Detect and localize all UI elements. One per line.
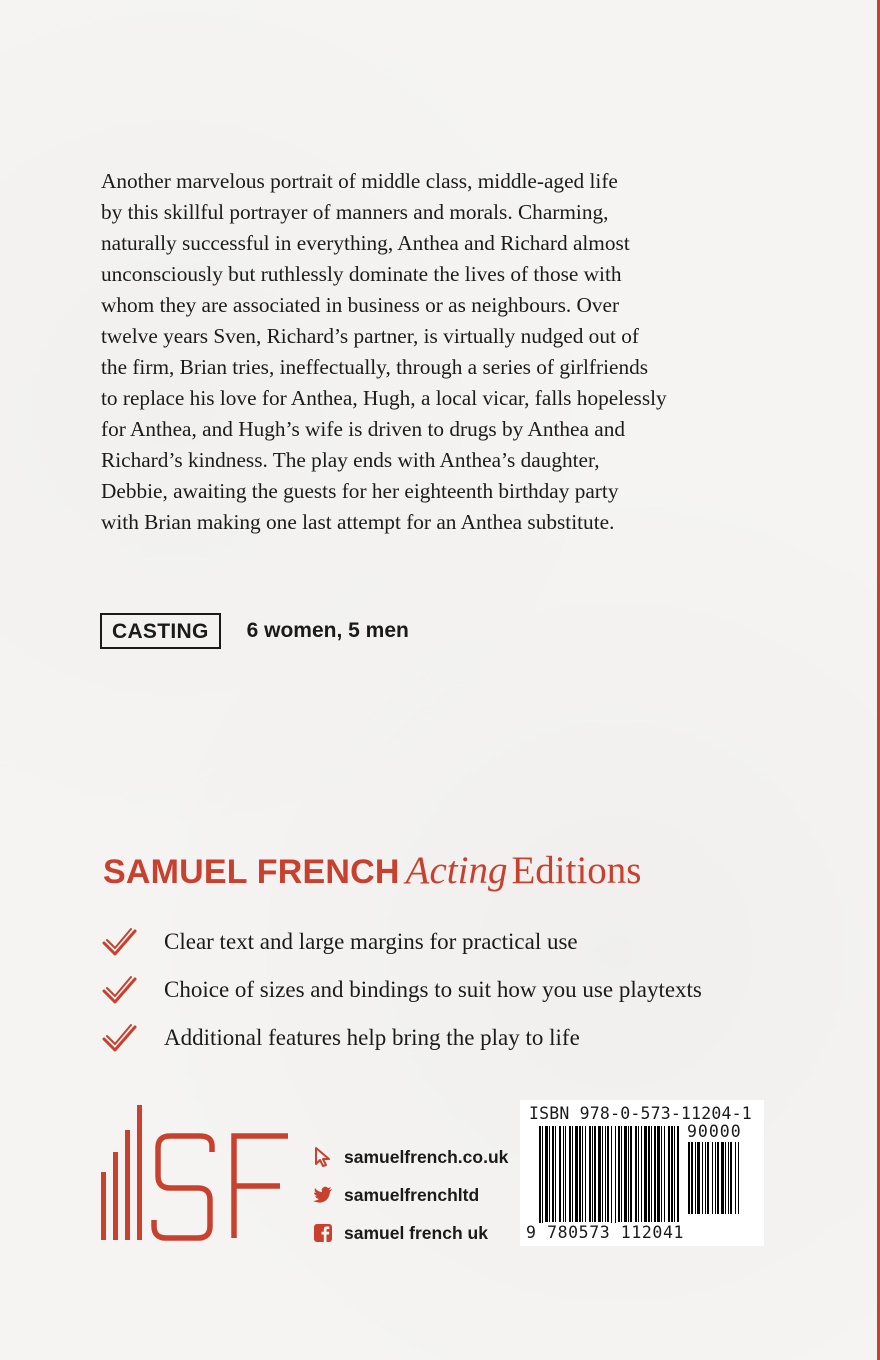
checkmark-icon bbox=[100, 971, 138, 1009]
feature-item bbox=[100, 966, 702, 1014]
website-text: samuelfrench.co.uk bbox=[344, 1146, 509, 1167]
blurb-line: for Anthea, and Hugh’s wife is driven to drugs by Anthea and bbox=[101, 417, 626, 441]
blurb-line: unconsciously but ruthlessly dominate the lives of those with bbox=[101, 262, 622, 286]
feature-text: Choice of sizes and bindings to suit how you use playtexts bbox=[164, 977, 702, 1002]
blurb-line: twelve years Sven, Richard’s partner, is virtually nudged out of bbox=[101, 324, 639, 348]
casting-label: CASTING bbox=[100, 613, 221, 649]
social-links bbox=[312, 1138, 508, 1252]
blurb-line: Richard’s kindness. The play ends with Anthea’s daughter, bbox=[101, 448, 600, 472]
blurb-line: by this skillful portrayer of manners and morals. Charming, bbox=[101, 200, 609, 224]
series-editions: Editions bbox=[511, 849, 642, 892]
blurb-line: naturally successful in everything, Anthea and Richard almost bbox=[101, 231, 630, 255]
feature-text: Clear text and large margins for practical use bbox=[164, 929, 578, 954]
cursor-icon bbox=[312, 1146, 334, 1168]
blurb-line: with Brian making one last attempt for an Anthea substitute. bbox=[101, 510, 615, 534]
isbn-barcode bbox=[520, 1100, 764, 1246]
series-acting: Acting bbox=[405, 849, 508, 892]
blurb-line: Debbie, awaiting the guests for her eighteenth birthday party bbox=[101, 479, 619, 503]
blurb-text bbox=[101, 166, 773, 538]
blurb-line: to replace his love for Anthea, Hugh, a local vicar, falls hopelessly bbox=[101, 386, 667, 410]
checkmark-icon bbox=[100, 1019, 138, 1057]
series-heading bbox=[103, 848, 641, 893]
twitter-bird-icon bbox=[312, 1184, 334, 1206]
publisher-name: SAMUEL FRENCH bbox=[103, 853, 400, 891]
blurb-line: the firm, Brian tries, ineffectually, through a series of girlfriends bbox=[101, 355, 649, 379]
facebook-text: samuel french uk bbox=[344, 1222, 488, 1243]
barcode-addon-bars bbox=[688, 1142, 758, 1226]
casting-value: 6 women, 5 men bbox=[246, 619, 409, 642]
twitter-text: samuelfrenchltd bbox=[344, 1184, 480, 1205]
blurb-line: Another marvelous portrait of middle class, middle-aged life bbox=[101, 169, 618, 193]
website-link[interactable] bbox=[312, 1138, 508, 1176]
barcode-main-bars bbox=[539, 1126, 679, 1234]
feature-item bbox=[100, 1014, 702, 1062]
casting-info bbox=[100, 613, 409, 649]
isbn-label: ISBN 978-0-573-11204-1 bbox=[529, 1104, 752, 1123]
samuel-french-logo bbox=[100, 1104, 290, 1244]
feature-item bbox=[100, 918, 702, 966]
blurb-line: whom they are associated in business or as neighbours. Over bbox=[101, 293, 620, 317]
facebook-icon bbox=[312, 1222, 334, 1244]
checkmark-icon bbox=[100, 923, 138, 961]
price-code: 90000 bbox=[687, 1122, 742, 1141]
twitter-link[interactable] bbox=[312, 1176, 508, 1214]
facebook-link[interactable] bbox=[312, 1214, 508, 1252]
features-list bbox=[100, 918, 702, 1062]
feature-text: Additional features help bring the play to life bbox=[164, 1025, 580, 1050]
ean-digits: 9 780573 112041 bbox=[526, 1223, 685, 1242]
